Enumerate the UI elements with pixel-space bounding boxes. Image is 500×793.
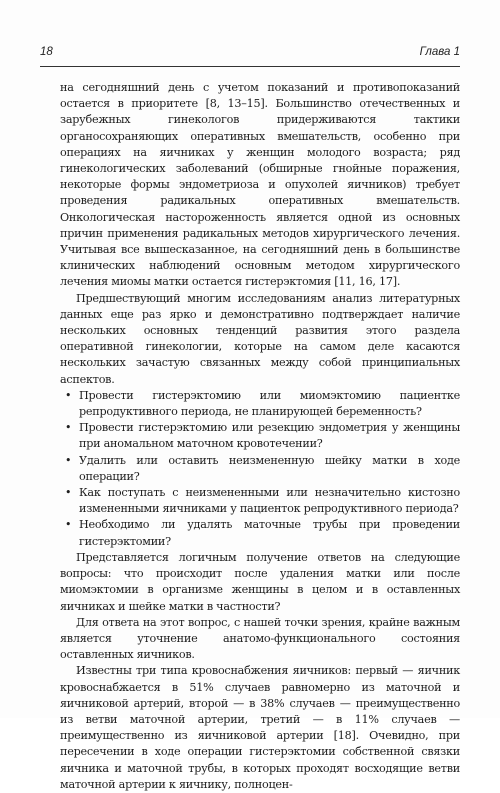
paragraph-blood-supply: Известны три типа кровоснабжения яичников: первый — яичник кровоснабжается в 51% случаев равномерно из маточной и яичниковой артерий, второй — в 38% случаев — преимущественно из ветви маточной артерии, третий — в 11% случаев — преимущественно из яичниковой артерии [18]. Очевидно, при пересечении в ходе операции гистерэктомии собственной связки яичника и маточной трубы, в которых проходят восходящие ветви маточной артерии к яичнику, полноцен-	[60, 664, 460, 791]
paragraph-questions-logic: Представляется логичным получение ответов на следующие вопросы: что происходит после удаления матки или после миомэктомии в организме женщины в целом и в оставленных яичниках и шейке матки в частности?	[60, 550, 460, 613]
header-rule	[40, 66, 460, 67]
list-item: • Провести гистерэктомию или резекцию эндометрия у женщины при аномальном маточном кровотечении?	[65, 421, 460, 451]
paragraph-answer: Для ответа на этот вопрос, с нашей точки зрения, крайне важным является уточнение анатомо-функционального состояния оставленных яичников.	[60, 615, 460, 662]
bullet-icon: •	[65, 421, 72, 435]
bullet-icon: •	[65, 518, 72, 532]
page-number: 18	[40, 46, 53, 58]
bullet-icon: •	[65, 388, 72, 402]
bullet-icon: •	[65, 453, 72, 467]
body-text	[60, 80, 460, 793]
list-item: • Как поступать с неизмененными или незначительно кистозно измененными яичниками у пациенток репродуктивного периода?	[65, 486, 460, 516]
questions-list	[60, 388, 460, 550]
bullet-icon: •	[65, 486, 72, 500]
chapter-title: Глава 1	[419, 46, 460, 58]
list-item: • Провести гистерэктомию или миомэктомию пациентке репродуктивного периода, не планирующей беременность?	[65, 388, 460, 419]
running-header	[40, 46, 460, 62]
paragraph-continued: на сегодняшний день с учетом показаний и противопоказаний остается в приоритете [8, 13–15]. Большинство отечественных и зарубежных гинекологов придерживаются тактики органосохраняющих оперативных вмешательств, особенно при операциях на яичниках у женщин молодого возраста; ряд гинекологических заболеваний (обширные гнойные поражения, некоторые формы эндометриоза и опухолей яичников) требует проведения радикальных оперативных вмешательств. Онкологическая настороженность является одной из основных причин применения радикальных методов хирургического лечения. Учитывая все вышесказанное, на сегодняшний день в большинстве клинических наблюдений основным методом хирургического лечения миомы матки остается гистерэктомия [11, 16, 17].	[60, 81, 460, 289]
paragraph-literature-analysis: Предшествующий многим исследованиям анализ литературных данных еще раз ярко и демонстративно подтверждает наличие нескольких основных тенденций развития этого раздела оперативной гинекологии, которые на самом деле касаются нескольких зачастую связанных между собой принципиальных аспектов.	[60, 291, 460, 386]
list-item: • Необходимо ли удалять маточные трубы при проведении гистерэктомии?	[65, 518, 460, 548]
list-item: • Удалить или оставить неизмененную шейку матки в ходе операции?	[65, 453, 460, 483]
